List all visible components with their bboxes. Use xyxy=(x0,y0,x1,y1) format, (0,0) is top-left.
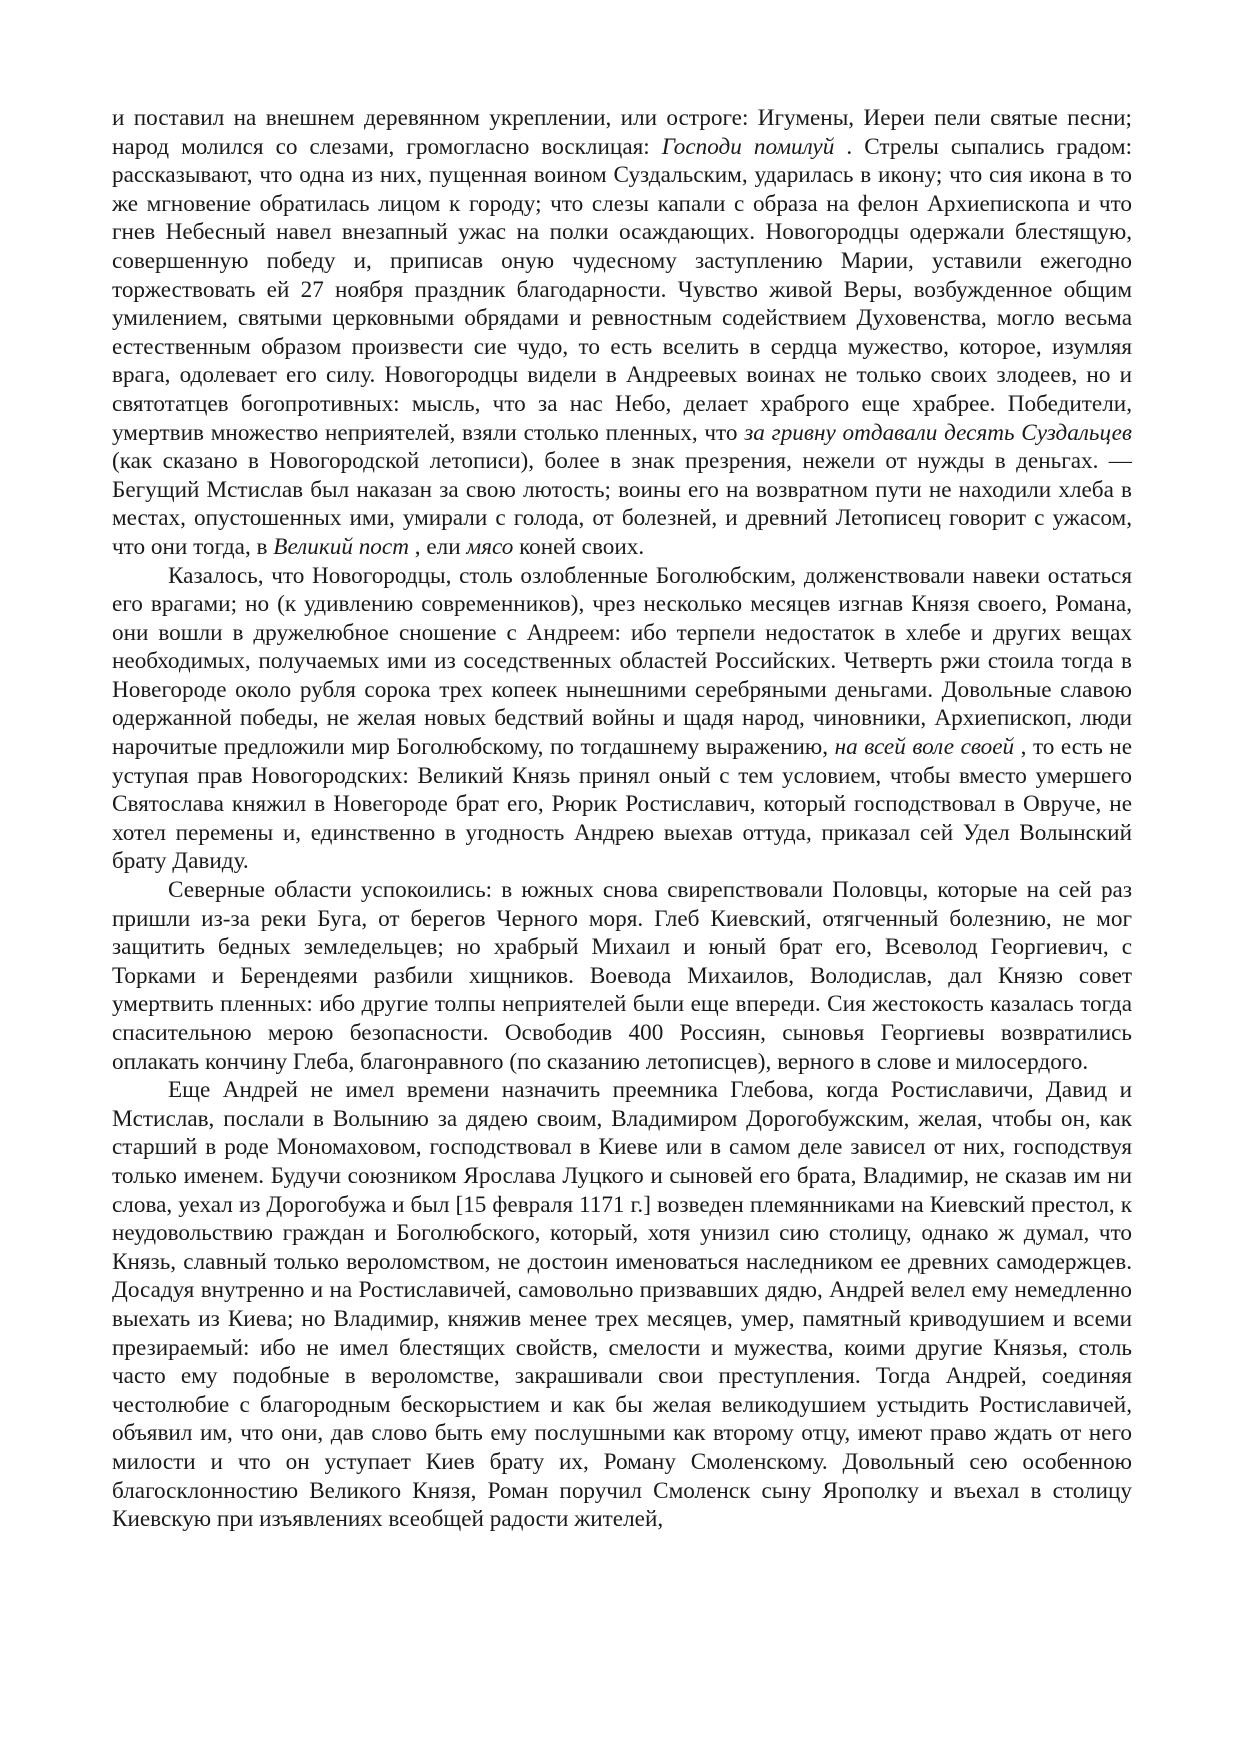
text-run: Казалось, что Новогородцы, столь озлобленные Боголюбским, долженствовали навеки остаться его врагами; но (к удивлению современников), чрез несколько месяцев изгнав Князя своего, Романа, они вошли в дружелюбное сношение с Андреем: ибо терпели недостаток в хлебе и других вещах необходимых, получаемых ими из соседственных областей Российских. Четверть ржи стоила тогда в Новегороде около рубля сорока трех копеек нынешними серебряными деньгами. Довольные славою одержанной победы, не желая новых бедствий войны и щадя народ, чиновники, Архиепископ, люди нарочитые предложили мир Боголюбскому, по тогдашнему выражению, xyxy=(112,562,1132,761)
italic-text-run: Господи помилуй xyxy=(661,133,835,160)
text-run: . Стрелы сыпались градом: рассказывают, что одна из них, пущенная воином Суздальским, ударилась в икону; что сия икона в то же мгновение обратилась лицом к городу; что слезы капали с образа на фелон Архиепископа и что гнев Небесный навел внезапный ужас на полки осаждающих. Новогородцы одержали блестящую, совершенную победу и, приписав оную чудесному заступлению Марии, уставили ежегодно торжествовать ей 27 ноября праздник благодарности. Чувство живой Веры, возбужденное общим умилением, святыми церковными обрядами и ревностным содействием Духовенства, могло весьма естественным образом произвести сие чудо, то есть вселить в сердца мужество, которое, изумляя врага, одолевает его силу. Новогородцы видели в Андреевых воинах не только своих злодеев, но и святотатцев богопротивных: мысль, что за нас Небо, делает храброго еще храбрее. Победители, умертвив множество неприятелей, взяли столько пленных, что xyxy=(112,133,1133,446)
paragraph-4 xyxy=(112,1076,1132,1534)
text-run: Еще Андрей не имел времени назначить преемника Глебова, когда Ростиславичи, Давид и Мстислав, послали в Волынию за дядею своим, Владимиром Дорогобужским, желая, чтобы он, как старший в роде Мономаховом, господствовал в Киеве или в самом деле зависел от них, господствуя только именем. Будучи союзником Ярослава Луцкого и сыновей его брата, Владимир, не сказав им ни слова, уехал из Дорогобужа и был [15 февраля 1171 г.] возведен племянниками на Киевский престол, к неудовольствию граждан и Боголюбского, который, хотя унизил сию столицу, однако ж думал, что Князь, славный только вероломством, не достоин именоваться наследником ее древних самодержцев. Досадуя внутренно и на Ростиславичей, самовольно призвавших дядю, Андрей велел ему немедленно выехать из Киева; но Владимир, княжив менее трех месяцев, умер, памятный криводушием и всеми презираемый: ибо не имел блестящих свойств, смелости и мужества, коими другие Князья, столь часто ему подобные в вероломстве, закрашивали свои преступления. Тогда Андрей, соединяя честолюбие с благородным бескорыстием и как бы желая великодушием устыдить Ростиславичей, объявил им, что они, дав слово быть ему послушными как второму отцу, имеют право ждать от него милости и что он уступает Киев брату их, Роману Смоленскому. Довольный сею особенною благосклонностию Великого Князя, Роман поручил Смоленск сыну Ярополку и въехал в столицу Киевскую при изъявлениях всеобщей радости жителей, xyxy=(112,1077,1132,1533)
text-run: и поставил на внешнем деревянном укреплении, или остроге: Игумены, Иереи пели святые песни; народ молился со слезами, громогласно восклицая: xyxy=(112,105,1132,160)
paragraph-3 xyxy=(112,876,1132,1076)
text-run: , ели xyxy=(408,533,467,560)
italic-text-run: мясо xyxy=(466,533,514,560)
paragraph-1 xyxy=(112,104,1132,562)
italic-text-run: за гривну отдавали десять Суздальцев xyxy=(744,419,1132,446)
text-run: коней своих. xyxy=(513,533,645,560)
italic-text-run: Великий пост xyxy=(273,533,409,560)
text-run: Северные области успокоились: в южных снова свирепствовали Половцы, которые на сей раз пришли из-за реки Буга, от берегов Черного моря. Глеб Киевский, отягченный болезнию, не мог защитить бедных земледельцев; но храбрый Михаил и юный брат его, Всеволод Георгиевич, с Торками и Берендеями разбили хищников. Воевода Михаилов, Володислав, дал Князю совет умертвить пленных: ибо другие толпы неприятелей были еще впереди. Сия жестокость казалась тогда спасительною мерою безопасности. Освободив 400 Россиян, сыновья Георгиевы возвратились оплакать кончину Глеба, благонравного (по сказанию летописцев), верного в слове и милосердого. xyxy=(112,877,1132,1075)
paragraph-2 xyxy=(112,562,1132,877)
text-run: , то есть не уступая прав Новогородских: Великий Князь принял оный с тем условием, чтобы вместо умершего Святослава княжил в Новегороде брат его, Рюрик Ростиславич, который господствовал в Овруче, не хотел перемены и, единственно в угодность Андрею выехав оттуда, приказал сей Удел Волынский брату Давиду. xyxy=(112,734,1132,875)
text-run: (как сказано в Новогородской летописи), более в знак презрения, нежели от нужды в деньгах. — Бегущий Мстислав был наказан за свою лютость; воины его на возвратном пути не находили хлеба в местах, опустошенных ими, умирали с голода, от болезней, и древний Летописец говорит с ужасом, что они тогда, в xyxy=(112,448,1132,560)
italic-text-run: на всей воле своей xyxy=(834,734,1015,761)
document-page xyxy=(112,104,1132,1534)
